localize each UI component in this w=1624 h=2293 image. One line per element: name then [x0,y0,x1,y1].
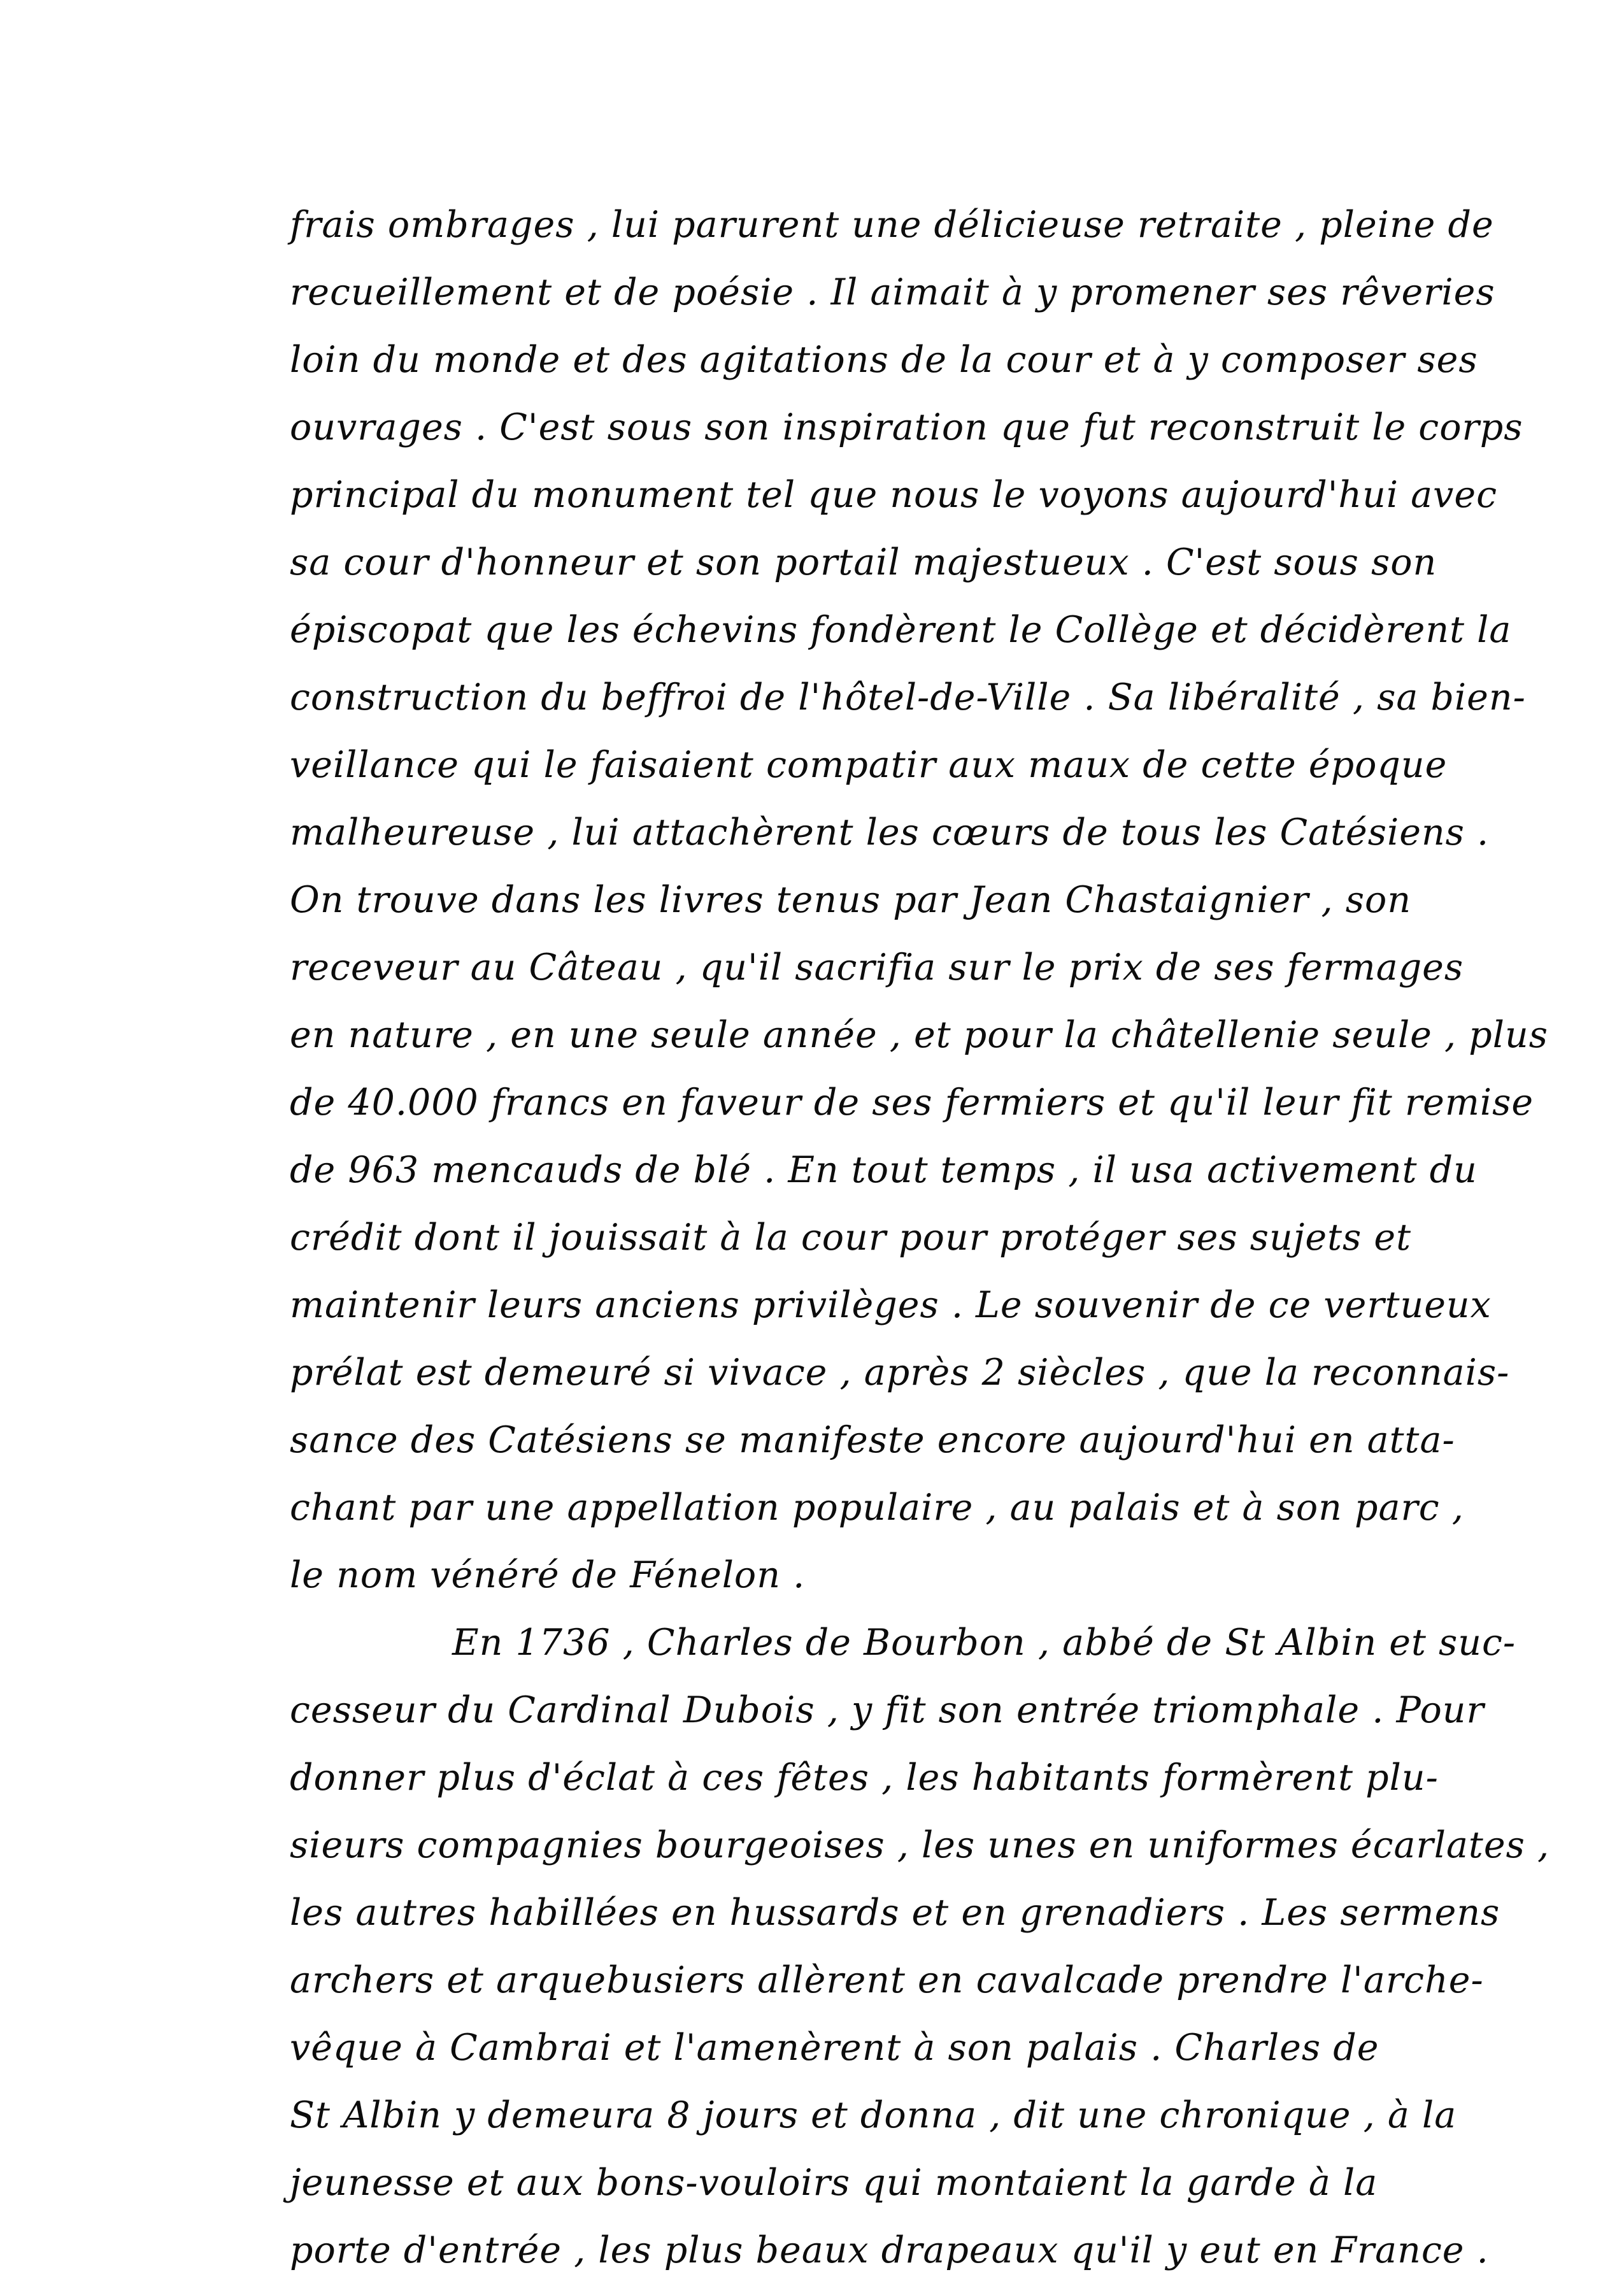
text-line: ouvrages . C'est sous son inspiration que fut reconstruit le corps [290,406,1523,448]
text-line: porte d'entrée , les plus beaux drapeaux qu'il y eut en France . [290,2229,1489,2271]
text-line: En 1736 , Charles de Bourbon , abbé de St Albin et suc- [452,1622,1516,1664]
text-line: le nom vénéré de Fénelon . [290,1554,806,1596]
text-line: en nature , en une seule année , et pour la châtellenie seule , plus [290,1014,1548,1056]
text-line: crédit dont il jouissait à la cour pour protéger ses sujets et [290,1217,1411,1259]
text-line: jeunesse et aux bons-vouloirs qui montaient la garde à la [290,2162,1378,2204]
text-line: construction du beffroi de l'hôtel-de-Ville . Sa libéralité , sa bien- [290,676,1526,718]
manuscript-text-block [290,191,1570,2284]
text-line: receveur au Câteau , qu'il sacrifia sur le prix de ses fermages [290,946,1464,989]
text-line: de 963 mencauds de blé . En tout temps , il usa activement du [290,1149,1478,1191]
text-line: recueillement et de poésie . Il aimait à y promener ses rêveries [290,271,1495,313]
text-line: maintenir leurs anciens privilèges . Le souvenir de ce vertueux [290,1284,1492,1326]
text-line: malheureuse , lui attachèrent les cœurs de tous les Catésiens . [290,811,1490,854]
text-line: épiscopat que les échevins fondèrent le Collège et décidèrent la [290,609,1512,651]
text-line: archers et arquebusiers allèrent en cavalcade prendre l'arche- [290,1959,1484,2001]
text-line: de 40.000 francs en faveur de ses fermiers et qu'il leur fit remise [290,1082,1534,1124]
text-line: vêque à Cambrai et l'amenèrent à son palais . Charles de [290,2027,1379,2069]
text-line: frais ombrages , lui parurent une délicieuse retraite , pleine de [290,204,1494,246]
text-line: sieurs compagnies bourgeoises , les unes en uniformes écarlates , [290,1824,1550,1866]
text-line: sance des Catésiens se manifeste encore aujourd'hui en atta- [290,1419,1455,1461]
text-line: On trouve dans les livres tenus par Jean Chastaignier , son [290,879,1412,921]
text-line: veillance qui le faisaient compatir aux maux de cette époque [290,744,1448,786]
text-line: St Albin y demeura 8 jours et donna , dit une chronique , à la [290,2094,1457,2136]
text-line: les autres habillées en hussards et en grenadiers . Les sermens [290,1892,1500,1934]
text-line: prélat est demeuré si vivace , après 2 siècles , que la reconnais- [290,1352,1510,1394]
text-line: chant par une appellation populaire , au palais et à son parc , [290,1487,1464,1529]
text-line: donner plus d'éclat à ces fêtes , les habitants formèrent plu- [290,1757,1439,1799]
text-line: sa cour d'honneur et son portail majestueux . C'est sous son [290,541,1437,583]
text-line: principal du monument tel que nous le voyons aujourd'hui avec [290,474,1498,516]
text-line: loin du monde et des agitations de la cour et à y composer ses [290,339,1478,381]
text-line: cesseur du Cardinal Dubois , y fit son entrée triomphale . Pour [290,1689,1485,1731]
